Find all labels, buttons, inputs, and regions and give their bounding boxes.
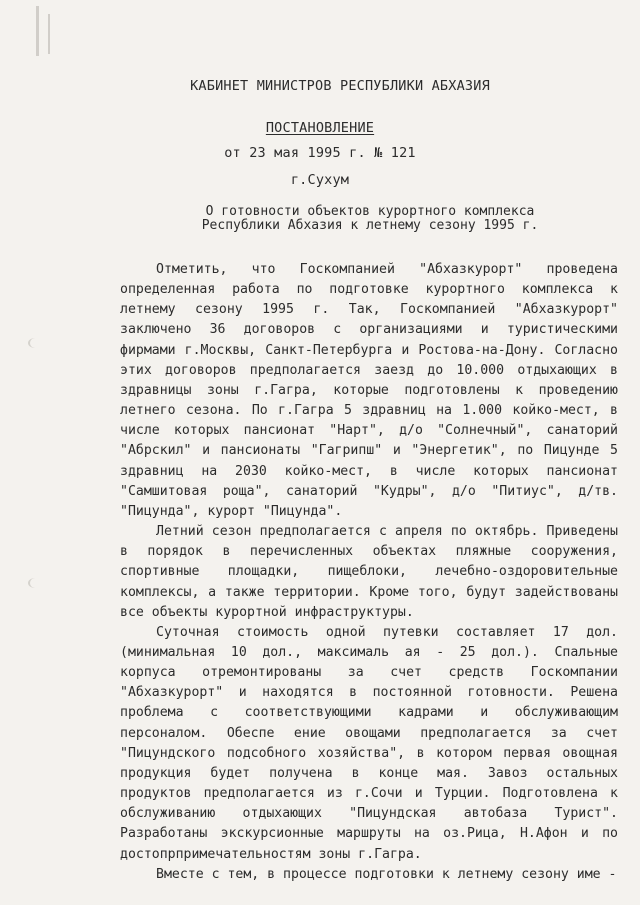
scan-mark — [48, 14, 50, 54]
document-title: ПОСТАНОВЛЕНИЕ — [265, 120, 375, 136]
paragraph: Летний сезон предполагается с апреля по октябрь. Приведены в порядок в перечисленных объектах пляжные сооружения, спортивные площадки, пищеблоки, лечебно-оздоровительные комплексы, а также территории. Кроме того, будут задействованы все объекты курортной инфраструктуры. — [120, 524, 618, 620]
paragraph: Суточная стоимость одной путевки составляет 17 дол. (минимальная 10 дол., максималь ая - 25 дол.). Спальные корпуса отремонтированы за счет средств Госкомпании "Абхазкурорт" и находятся в постоянной готовности. Решена проблема с соответствующими кадрами и обслуживающим персоналом. Обеспе ение овощами предполагается за счет "Пицундского подсобного хозяйства", в котором первая овощная продукция будет получена в конце мая. Завоз остальных продуктов предполагается из г.Сочи и Турции. Подготовлена к обслуживанию отдыхающих "Пицундская автобаза Турист". Разработаны экскурсионные маршруты на оз.Рица, Н.Афон и по достопрпримечательностям зоны г.Гагра. — [120, 624, 618, 862]
city: г.Сухум — [290, 172, 350, 188]
scan-mark — [36, 6, 39, 56]
subject-line: Республики Абхазия к летнему сезону 1995 г. — [201, 218, 539, 233]
date-number: от 23 мая 1995 г. № 121 — [224, 145, 416, 161]
document-body — [120, 260, 618, 885]
punch-hole-mark — [28, 338, 42, 348]
paragraph: Вместе с тем, в процессе подготовки к летнему сезону име - — [156, 866, 617, 882]
subject-line: О готовности объектов курортного комплекса — [205, 204, 535, 219]
punch-hole-mark — [28, 578, 42, 588]
subject-block — [150, 205, 590, 233]
paragraph: Отметить, что Госкомпанией "Абхазкурорт" проведена определенная работа по подготовке курортного комплекса к летнему сезону 1995 г. Так, Госкомпанией "Абхазкурорт" заключено 36 договоров с организациями и туристическими фирмами г.Москвы, Санкт-Петербурга и Ростова-на-Дону. Согласно этих договоров предполагается заезд до 10.000 отдыхающих в здравницы зоны г.Гагра, которые подготовлены к проведению летнего сезона. По г.Гагра 5 здравниц на 1.000 койко-мест, в числе которых пансионат "Нарт", д/о "Солнечный", санаторий "Абрскил" и пансионаты "Гагрипш" и "Энергетик", по Пицунде 5 здравниц на 2030 койко-мест, в числе которых пансионат "Самшитовая роща", санаторий "Кудры", д/о "Питиус", д/тв. "Пицунда", курорт "Пицунда". — [120, 262, 618, 519]
cabinet-heading: КАБИНЕТ МИНИСТРОВ РЕСПУБЛИКИ АБХАЗИЯ — [190, 78, 490, 94]
